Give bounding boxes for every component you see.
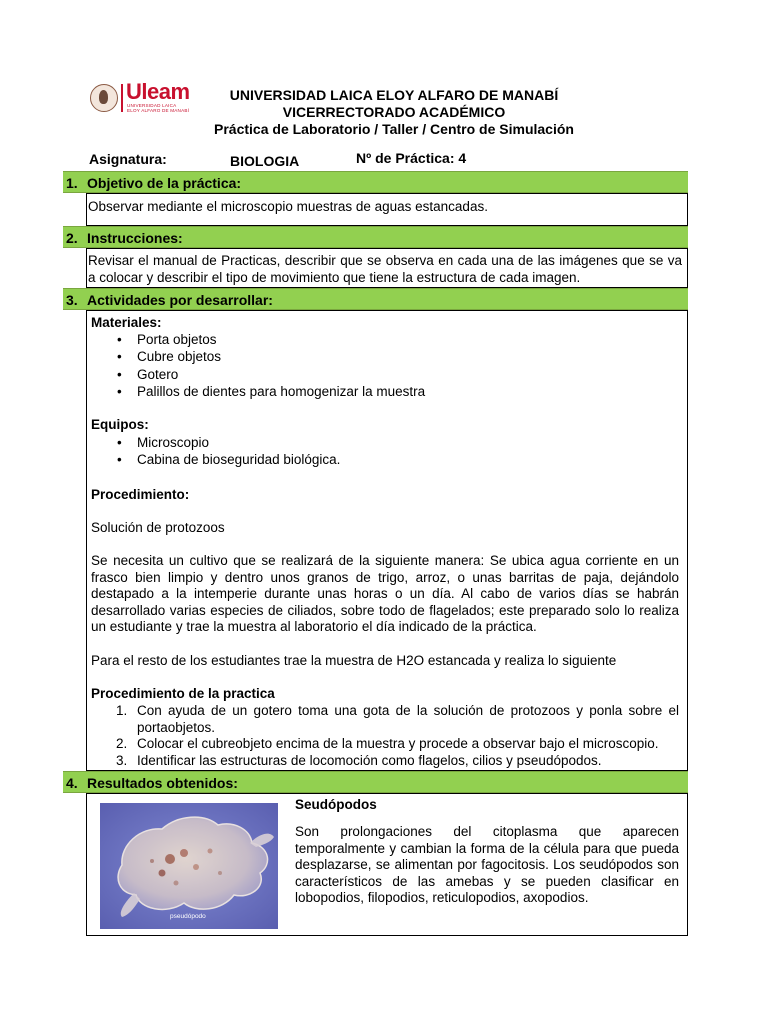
step-text: Identificar las estructuras de locomoción como flagelos, cilios y pseudópodos. [137,752,602,768]
step-number: 3. [116,752,128,768]
results-text: Son prolongaciones del citoplasma que aparecen temporalmente y cambian la forma de la célula para que pueda desplazarse, se alimentan por fagocitosis. Los seudópodos son característicos de las amebas y se pueden clasificar en lobopodios, filopodios, reticulopodios, axopodios. [295,824,679,905]
section-header-results [63,771,688,793]
step-text: Colocar el cubreobjeto encima de la muestra y procede a observar bajo el microscopio. [137,736,659,751]
list-item [91,703,679,736]
pseudopod-micrograph [100,803,278,929]
step-number: 1. [116,703,128,718]
list-item: • Cabina de bioseguridad biológica. [91,452,671,469]
list-item: • Cubre objetos [91,349,671,366]
procedure-title: Procedimiento: [91,487,190,502]
image-label: pseudópodo [170,913,206,920]
equipment-title: Equipos: [91,417,149,432]
subject-label: Asignatura: [89,151,167,167]
procedure-steps [91,703,679,769]
amoeba-image [100,803,278,929]
practice-number: Nº de Práctica: 4 [356,150,467,166]
equipment-list [91,435,671,470]
logo-subtitle-1: UNIVERSIDAD LAICA [127,103,177,108]
section-title: Objetivo de la práctica: [87,175,242,191]
practice-procedure-title: Procedimiento de la practica [91,686,275,701]
section-number: 1. [66,175,78,191]
step-text: Con ayuda de un gotero toma una gota de la solución de protozoos y ponla sobre el portaobjetos. [137,703,679,735]
university-title: UNIVERSIDAD LAICA ELOY ALFARO DE MANABÍ [229,87,559,103]
section-number: 3. [66,292,78,308]
materials-list [91,332,671,401]
materials-title: Materiales: [91,315,162,330]
list-item: • Porta objetos [91,332,671,349]
list-item: • Microscopio [91,435,671,452]
list-item [91,736,679,753]
section-number: 2. [66,230,78,246]
section-header-instructions [63,226,688,248]
solution-title: Solución de protozoos [91,520,225,535]
section-title: Actividades por desarrollar: [87,292,273,308]
list-item [91,753,679,770]
step-number: 2. [116,736,128,751]
office-title: VICERRECTORADO ACADÉMICO [282,104,506,120]
subject-value: BIOLOGIA [230,153,300,169]
section-header-activities [63,288,688,310]
objective-text: Observar mediante el microscopio muestras de aguas estancadas. [88,199,488,214]
logo-name: Uleam [126,79,190,104]
culture-text: Se necesita un cultivo que se realizará de la siguiente manera: Se ubica agua corriente en un frasco bien limpio y dentro unos granos de trigo, arroz, o unas barritas de paja, dejándolo destapado a la intemperie durante unas horas o un día. Al cabo de varios días se habrán desarrollado varias especies de ciliados, sobre todo de flagelados; este preparado solo lo realiza un estudiante y trae la muestra al laboratorio el día indicado de la práctica. [91,553,679,634]
section-title: Instrucciones: [87,230,183,246]
logo-subtitle-2: ELOY ALFARO DE MANABÍ [127,108,190,113]
section-title: Resultados obtenidos: [87,775,238,791]
results-title: Seudópodos [295,797,377,812]
document-type: Práctica de Laboratorio / Taller / Centro de Simulación [214,121,574,137]
list-item: • Palillos de dientes para homogenizar la muestra [91,384,671,401]
list-item: • Gotero [91,367,671,384]
rest-text: Para el resto de los estudiantes trae la muestra de H2O estancada y realiza lo siguiente [91,653,617,668]
section-number: 4. [66,775,78,791]
instructions-text: Revisar el manual de Practicas, describir que se observa en cada una de las imágenes que se va a colocar y describir el tipo de movimiento que tiene la estructura de cada imagen. [88,253,682,285]
section-header-objective [63,171,688,193]
